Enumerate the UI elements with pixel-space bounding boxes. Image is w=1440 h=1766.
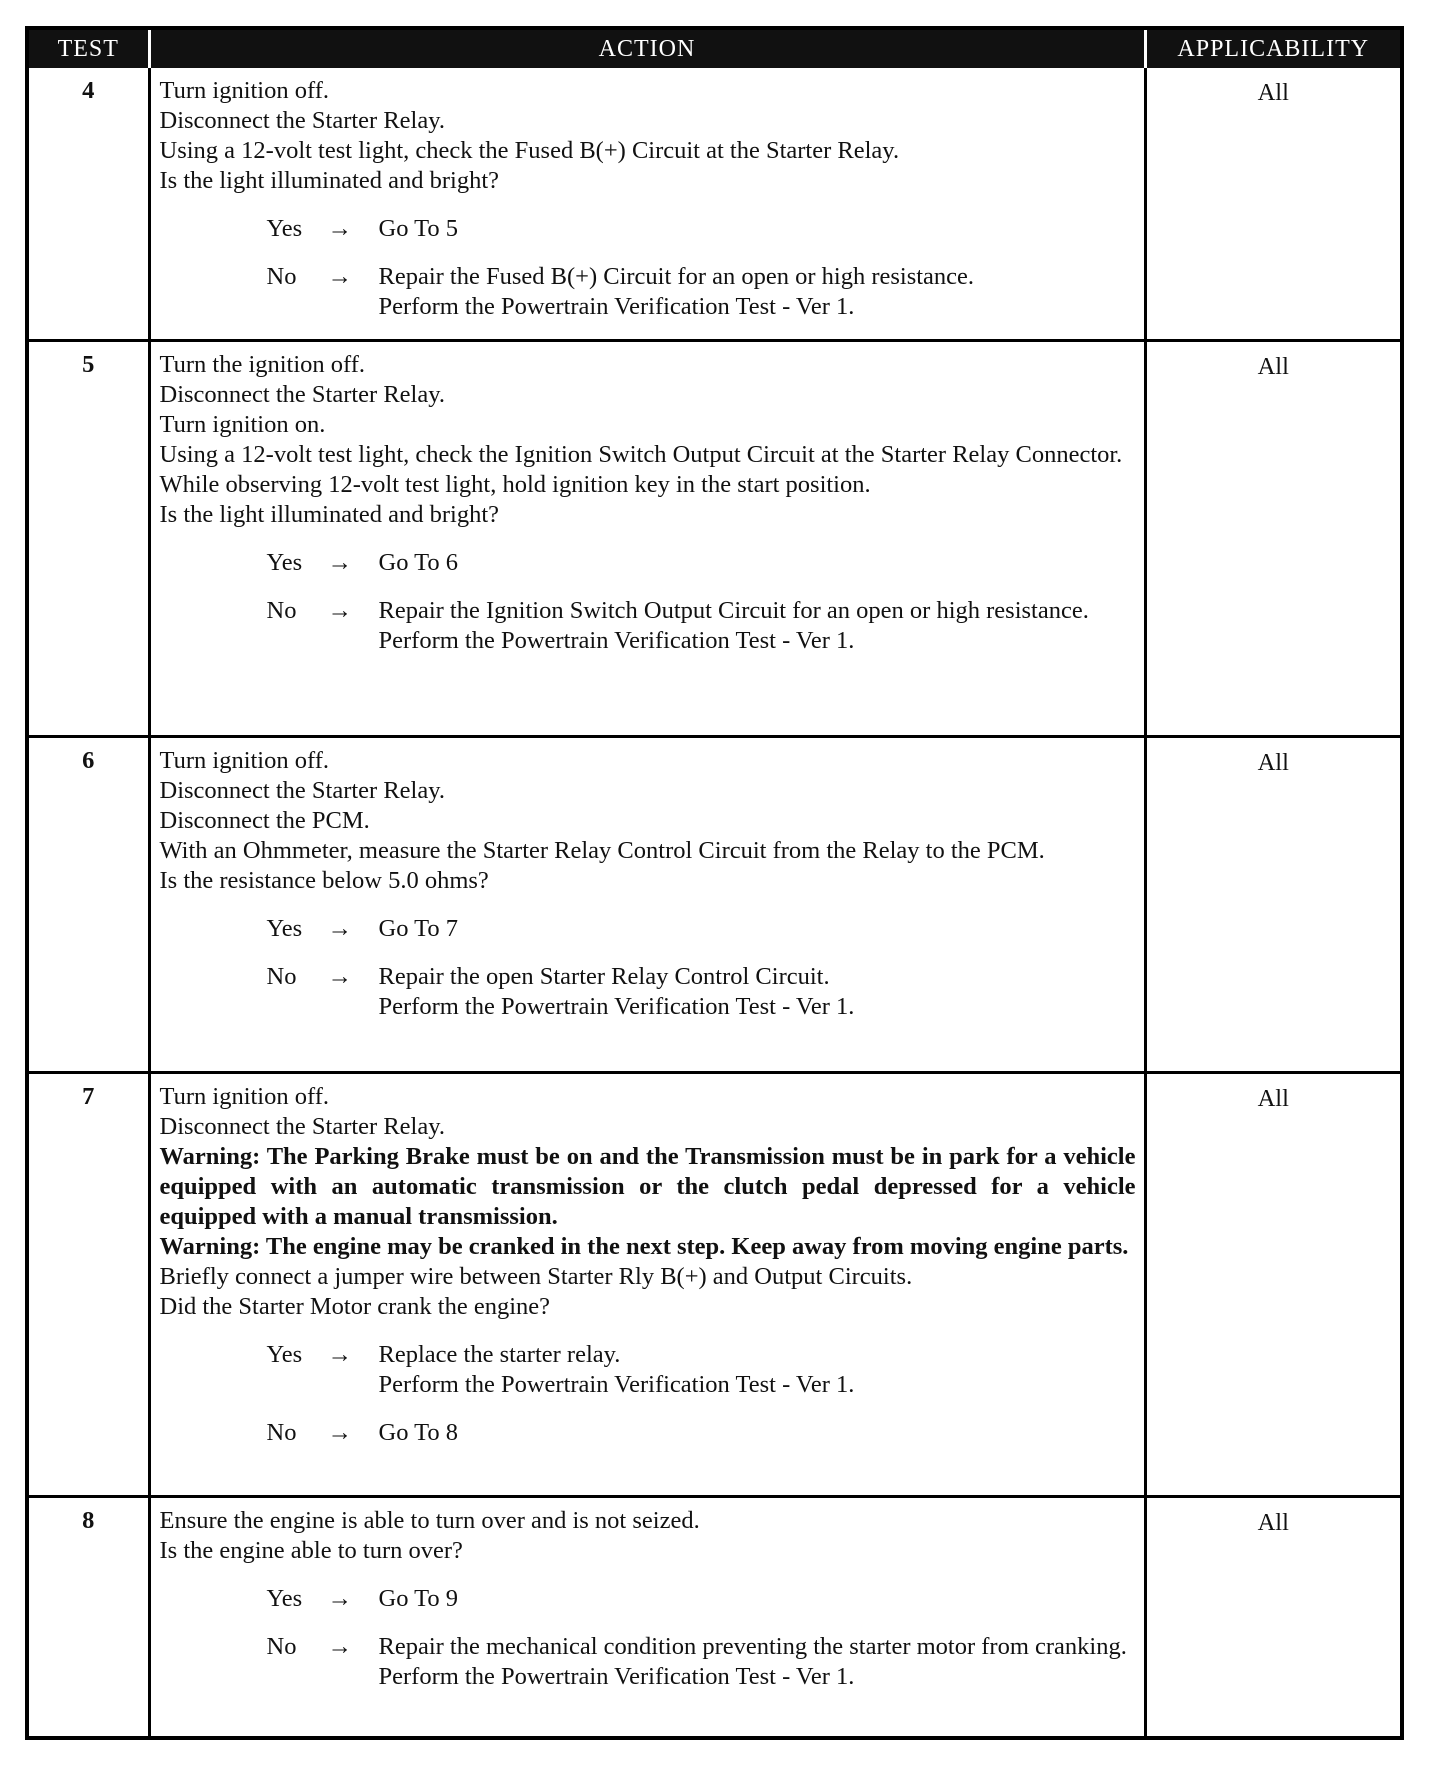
applicability-value: All	[1145, 1072, 1400, 1496]
action-step: Disconnect the Starter Relay.	[159, 107, 446, 134]
arrow-right-icon: →	[327, 914, 352, 942]
action-step: While observing 12-volt test light, hold ignition key in the start position.	[159, 470, 871, 498]
yes-response	[160, 548, 1136, 578]
response-text: Replace the starter relay.	[378, 1340, 621, 1368]
arrow-right-icon: →	[327, 962, 352, 990]
response-text: Perform the Powertrain Verification Test - Ver 1.	[378, 626, 855, 654]
test-number: 4	[29, 68, 149, 340]
action-step: Turn the ignition off.	[159, 350, 366, 378]
no-label: No	[266, 1632, 297, 1660]
test-number: 6	[29, 736, 149, 1072]
response-text: Go To 9	[378, 1584, 459, 1612]
test-number: 7	[29, 1072, 149, 1496]
test-table	[29, 30, 1400, 1736]
action-cell	[149, 1072, 1145, 1496]
applicability-value: All	[1257, 79, 1289, 106]
table-row	[29, 1496, 1400, 1736]
yes-response	[160, 914, 1136, 944]
action-step: Using a 12-volt test light, check the Ignition Switch Output Circuit at the Starter Relay Connector.	[159, 440, 1123, 468]
response-text: Go To 8	[378, 1418, 459, 1446]
action-step: Briefly connect a jumper wire between Starter Rly B(+) and Output Circuits.	[159, 1262, 913, 1290]
applicability-value: All	[1145, 340, 1400, 736]
action-step: Using a 12-volt test light, check the Fused B(+) Circuit at the Starter Relay.	[159, 137, 900, 164]
applicability-value: All	[1145, 1496, 1400, 1736]
action-cell	[149, 736, 1145, 1072]
header-row	[29, 30, 1400, 68]
action-step: Turn ignition off.	[159, 77, 329, 104]
no-response	[160, 1632, 1136, 1692]
yes-label: Yes	[266, 1340, 303, 1368]
table-row	[29, 340, 1400, 736]
response-text: Go To 6	[378, 548, 459, 576]
arrow-right-icon: →	[327, 596, 352, 624]
yes-response	[160, 1584, 1136, 1614]
yes-label: Yes	[266, 914, 303, 942]
test-number: 5	[29, 340, 149, 736]
action-step: Disconnect the Starter Relay.	[159, 776, 446, 804]
action-step: Turn ignition on.	[159, 410, 326, 438]
response-text: Perform the Powertrain Verification Test - Ver 1.	[378, 293, 855, 320]
action-step: Did the Starter Motor crank the engine?	[159, 1292, 551, 1320]
response-text: Go To 7	[378, 914, 459, 942]
warning-text: Warning: The Parking Brake must be on and the Transmission must be in park for a vehicle equipped with an automatic transmission or the clutch pedal depressed for a vehicle equipped with a manual transmission.	[159, 1142, 1136, 1230]
action-cell	[149, 68, 1145, 340]
no-label: No	[266, 596, 297, 624]
action-step: Disconnect the PCM.	[159, 806, 370, 834]
response-text: Go To 5	[378, 215, 459, 242]
action-step: Turn ignition off.	[159, 1082, 329, 1110]
arrow-right-icon: →	[327, 1584, 352, 1612]
arrow-right-icon: →	[327, 548, 352, 576]
action-step: Disconnect the Starter Relay.	[159, 380, 446, 408]
header-applicability: APPLICABILITY	[1145, 30, 1400, 68]
action-step: Turn ignition off.	[159, 746, 329, 774]
response-text: Perform the Powertrain Verification Test - Ver 1.	[378, 1662, 855, 1690]
warning-text: Warning: The engine may be cranked in the next step. Keep away from moving engine parts.	[159, 1232, 1129, 1260]
yes-response	[160, 1340, 1136, 1400]
no-response	[160, 1418, 1136, 1448]
no-label: No	[266, 263, 297, 290]
no-response	[160, 596, 1136, 656]
header-test: TEST	[29, 30, 149, 68]
action-step: Is the resistance below 5.0 ohms?	[159, 866, 489, 894]
action-cell	[149, 1496, 1145, 1736]
table-row	[29, 1072, 1400, 1496]
no-response	[160, 962, 1136, 1022]
action-step: With an Ohmmeter, measure the Starter Relay Control Circuit from the Relay to the PCM.	[159, 836, 1045, 864]
response-text: Repair the open Starter Relay Control Circuit.	[378, 962, 830, 990]
action-step: Is the light illuminated and bright?	[159, 167, 500, 194]
action-cell	[149, 340, 1145, 736]
no-label: No	[266, 962, 297, 990]
table-row	[29, 68, 1400, 340]
no-response	[160, 262, 1136, 322]
yes-label: Yes	[266, 1584, 303, 1612]
yes-response	[160, 214, 1136, 244]
response-text: Perform the Powertrain Verification Test - Ver 1.	[378, 992, 855, 1020]
arrow-right-icon: →	[327, 1340, 352, 1368]
arrow-right-icon: →	[327, 1632, 352, 1660]
arrow-right-icon: →	[327, 215, 352, 242]
action-step: Ensure the engine is able to turn over and is not seized.	[159, 1506, 700, 1534]
arrow-right-icon: →	[327, 1418, 352, 1446]
applicability-value: All	[1145, 736, 1400, 1072]
response-text: Repair the Fused B(+) Circuit for an open or high resistance.	[378, 263, 975, 290]
response-text: Repair the mechanical condition preventing the starter motor from cranking.	[378, 1632, 1127, 1660]
table-row	[29, 736, 1400, 1072]
action-step: Is the light illuminated and bright?	[159, 500, 500, 528]
action-step: Disconnect the Starter Relay.	[159, 1112, 446, 1140]
action-step: Is the engine able to turn over?	[159, 1536, 463, 1564]
no-label: No	[266, 1418, 297, 1446]
response-text: Perform the Powertrain Verification Test - Ver 1.	[378, 1370, 855, 1398]
yes-label: Yes	[266, 548, 303, 576]
response-text: Repair the Ignition Switch Output Circuit for an open or high resistance.	[378, 596, 1089, 624]
header-action: ACTION	[149, 30, 1145, 68]
test-number: 8	[29, 1496, 149, 1736]
diagnostic-test-table	[25, 26, 1404, 1740]
arrow-right-icon: →	[327, 263, 352, 290]
yes-label: Yes	[266, 215, 303, 242]
